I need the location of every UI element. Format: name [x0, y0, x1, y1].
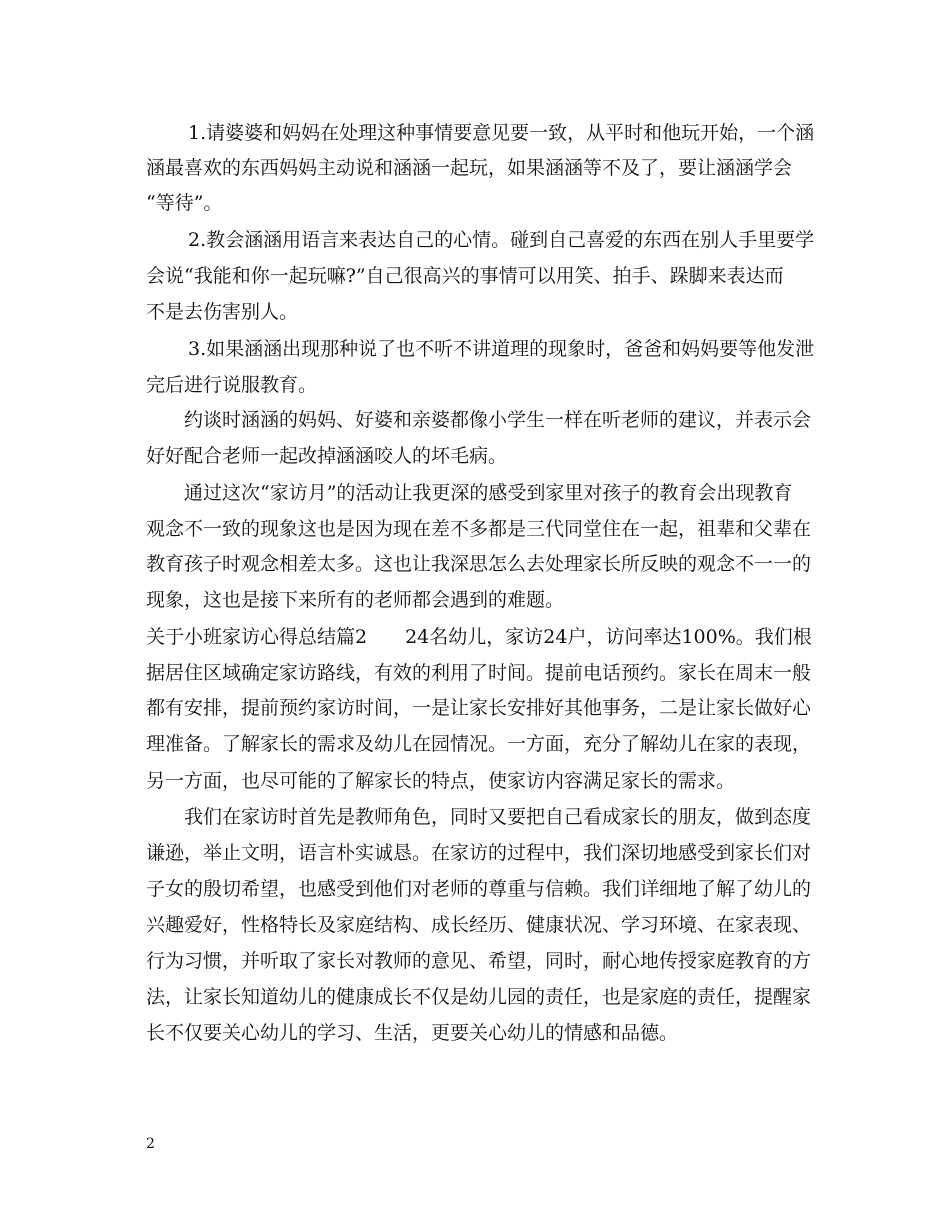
text-line: 都有安排，提前预约家访时间，一是让家长安排好其他事务，二是让家长做好心 [146, 697, 812, 719]
text-line: 谦逊，举止文明，语言朴实诚恳。在家访的过程中，我们深切地感受到家长们对 [146, 842, 812, 864]
text-line: 1.请婆婆和妈妈在处理这种事情要意见要一致，从平时和他玩开始，一个涵 [188, 122, 815, 144]
text-line: 子女的殷切希望，也感受到他们对老师的尊重与信赖。我们详细地了解了幼儿的 [146, 878, 812, 900]
text-line: 兴趣爱好，性格特长及家庭结构、成长经历、健康状况、学习环境、在家表现、 [146, 914, 812, 936]
text-line: 不是去伤害别人。 [146, 301, 299, 323]
text-line: 关于小班家访心得总结篇2 24名幼儿，家访24户，访问率达100%。我们根 [146, 626, 812, 648]
text-line: 我们在家访时首先是教师角色，同时又要把自己看成家长的朋友，做到态度 [184, 806, 812, 828]
text-line: 长不仅要关心幼儿的学习、生活，更要关心幼儿的情感和品德。 [146, 1022, 679, 1044]
text-line: 约谈时涵涵的妈妈、好婆和亲婆都像小学生一样在听老师的建议，并表示会 [184, 409, 812, 431]
text-line: 3.如果涵涵出现那种说了也不听不讲道理的现象时，爸爸和妈妈要等他发泄 [188, 338, 815, 360]
text-line: 好好配合老师一起改掉涵涵咬人的坏毛病。 [146, 445, 508, 467]
text-line: 会说“我能和你一起玩嘛?”自己很高兴的事情可以用笑、拍手、跺脚来表达而 [146, 265, 784, 287]
text-line: 理准备。了解家长的需求及幼儿在园情况。一方面，充分了解幼儿在家的表现， [146, 733, 812, 755]
text-line: 通过这次“家访月”的活动让我更深的感受到家里对孩子的教育会出现教育 [184, 482, 793, 504]
text-line: 据居住区域确定家访路线，有效的利用了时间。提前电话预约。家长在周末一般 [146, 662, 812, 684]
page-number: 2 [146, 1136, 155, 1152]
text-line: 观念不一致的现象这也是因为现在差不多都是三代同堂住在一起，祖辈和父辈在 [146, 518, 812, 540]
text-line: 行为习惯，并听取了家长对教师的意见、希望，同时，耐心地传授家庭教育的方 [146, 950, 812, 972]
text-line: 法，让家长知道幼儿的健康成长不仅是幼儿园的责任，也是家庭的责任，提醒家 [146, 986, 812, 1008]
text-line: 2.教会涵涵用语言来表达自己的心情。碰到自己喜爱的东西在别人手里要学 [188, 229, 815, 251]
text-line: 另一方面，也尽可能的了解家长的特点，使家访内容满足家长的需求。 [146, 770, 736, 792]
text-line: “等待”。 [146, 192, 223, 214]
text-line: 完后进行说服教育。 [146, 374, 318, 396]
text-line: 教育孩子时观念相差太多。这也让我深思怎么去处理家长所反映的观念不一一的 [146, 553, 812, 575]
text-line: 现象，这也是接下来所有的老师都会遇到的难题。 [146, 589, 565, 611]
text-line: 涵最喜欢的东西妈妈主动说和涵涵一起玩，如果涵涵等不及了，要让涵涵学会 [146, 157, 793, 179]
